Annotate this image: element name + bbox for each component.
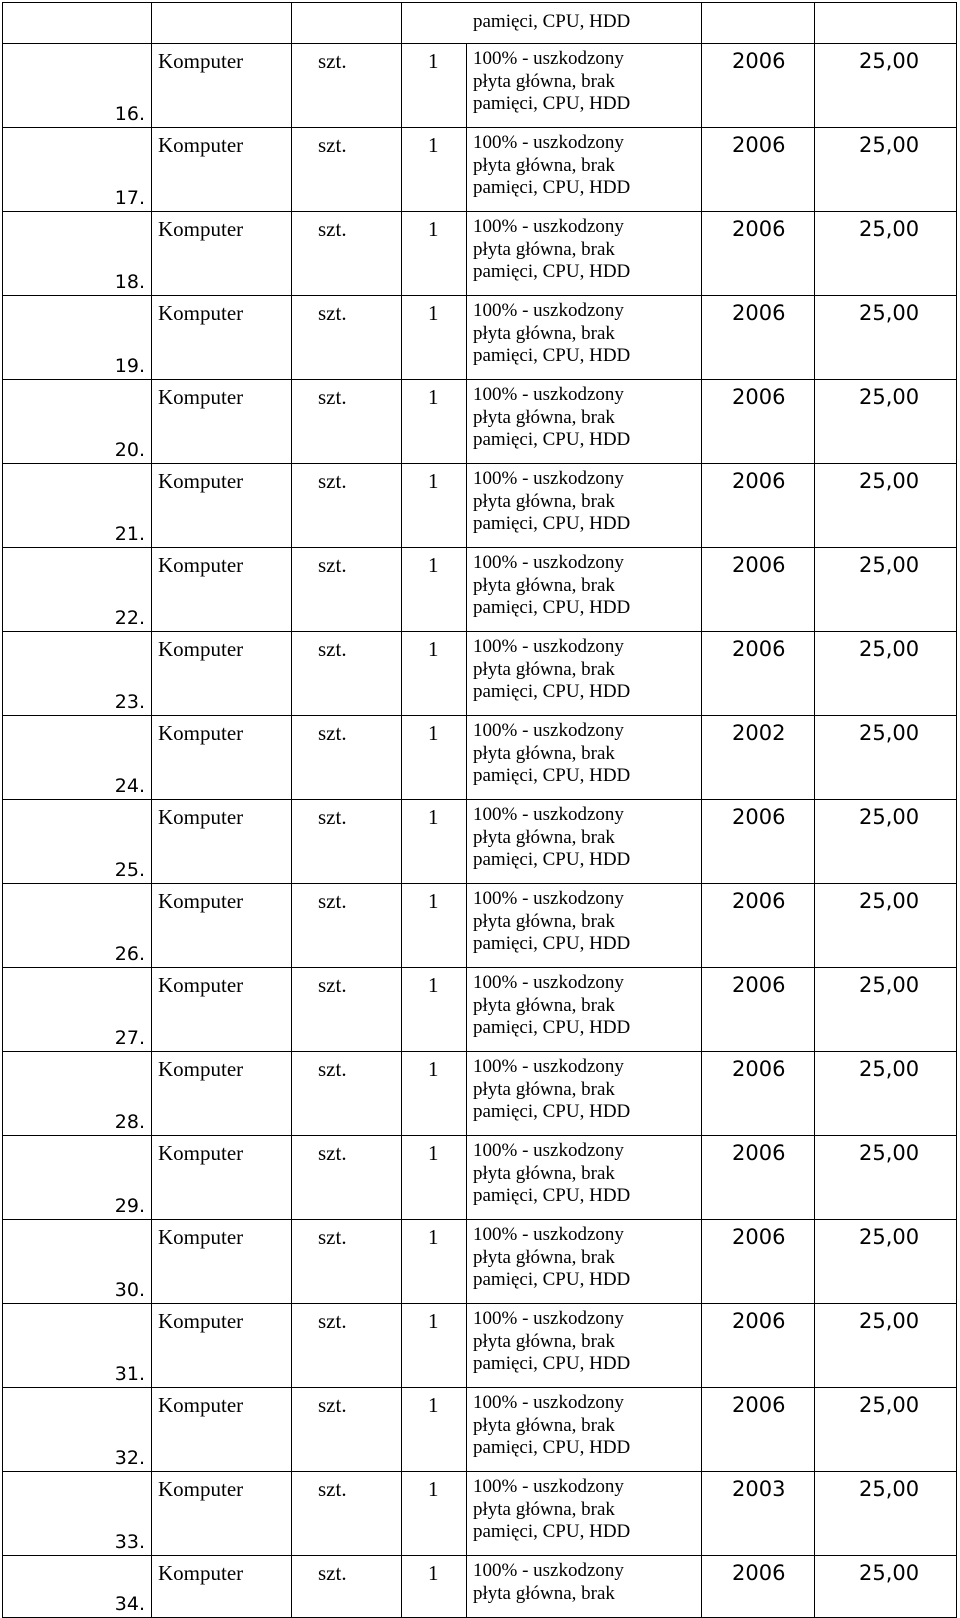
year-cell: 2006 (702, 548, 815, 632)
description-cell (467, 296, 702, 380)
table-row (3, 632, 957, 716)
unit-cell: szt. (292, 1388, 402, 1472)
description-line: płyta główna, brak (473, 1078, 615, 1100)
description-line: płyta główna, brak (473, 826, 615, 848)
year-cell: 2006 (702, 296, 815, 380)
description-line: płyta główna, brak (473, 70, 615, 92)
description-cell (467, 44, 702, 128)
qty-cell: 1 (402, 380, 467, 464)
qty-cell: 1 (402, 548, 467, 632)
description-line: pamięci, CPU, HDD (473, 93, 631, 115)
description-line: pamięci, CPU, HDD (473, 345, 631, 367)
inventory-table-body (3, 3, 957, 1618)
qty-cell: 1 (402, 968, 467, 1052)
description-line: pamięci, CPU, HDD (473, 597, 631, 619)
table-row (3, 296, 957, 380)
unit-cell: szt. (292, 884, 402, 968)
year-cell (702, 3, 815, 44)
name-cell (152, 3, 292, 44)
description-line: pamięci, CPU, HDD (473, 429, 631, 451)
unit-cell: szt. (292, 212, 402, 296)
name-cell: Komputer (152, 884, 292, 968)
unit-cell (292, 3, 402, 44)
description-cell (402, 3, 702, 44)
qty-cell: 1 (402, 1472, 467, 1556)
unit-cell: szt. (292, 1136, 402, 1220)
lp-cell: 33. (3, 1472, 152, 1556)
description-line: pamięci, CPU, HDD (473, 849, 631, 871)
description-line: 100% - uszkodzony (473, 216, 624, 237)
description-line: 100% - uszkodzony (473, 384, 624, 405)
table-row (3, 884, 957, 968)
description-line: 100% - uszkodzony (473, 888, 624, 909)
qty-cell: 1 (402, 212, 467, 296)
unit-cell: szt. (292, 1052, 402, 1136)
value-cell: 25,00 (815, 1304, 957, 1388)
name-cell: Komputer (152, 1388, 292, 1472)
description-cell (467, 632, 702, 716)
description-line: pamięci, CPU, HDD (473, 1269, 631, 1291)
name-cell: Komputer (152, 1220, 292, 1304)
lp-cell: 29. (3, 1136, 152, 1220)
description-line: pamięci, CPU, HDD (473, 933, 631, 955)
name-cell: Komputer (152, 632, 292, 716)
qty-cell: 1 (402, 1220, 467, 1304)
name-cell: Komputer (152, 1136, 292, 1220)
description-line: pamięci, CPU, HDD (473, 1017, 631, 1039)
value-cell: 25,00 (815, 716, 957, 800)
name-cell: Komputer (152, 464, 292, 548)
lp-cell: 27. (3, 968, 152, 1052)
value-cell: 25,00 (815, 1388, 957, 1472)
name-cell: Komputer (152, 1556, 292, 1618)
description-line: płyta główna, brak (473, 1498, 615, 1520)
description-line: płyta główna, brak (473, 406, 615, 428)
name-cell: Komputer (152, 716, 292, 800)
name-cell: Komputer (152, 968, 292, 1052)
inventory-table (2, 2, 957, 1618)
lp-cell: 30. (3, 1220, 152, 1304)
table-row (3, 800, 957, 884)
value-cell: 25,00 (815, 380, 957, 464)
lp-cell: 16. (3, 44, 152, 128)
lp-cell: 23. (3, 632, 152, 716)
lp-cell: 34. (3, 1556, 152, 1618)
name-cell: Komputer (152, 1472, 292, 1556)
value-cell: 25,00 (815, 1052, 957, 1136)
description-cell (467, 1220, 702, 1304)
year-cell: 2006 (702, 44, 815, 128)
description-line: pamięci, CPU, HDD (473, 1101, 631, 1123)
value-cell: 25,00 (815, 1472, 957, 1556)
value-cell (815, 3, 957, 44)
description-line: płyta główna, brak (473, 1162, 615, 1184)
description-line: płyta główna, brak (473, 658, 615, 680)
description-cell (467, 1388, 702, 1472)
value-cell: 25,00 (815, 1556, 957, 1618)
qty-cell: 1 (402, 1556, 467, 1618)
table-row (3, 44, 957, 128)
qty-cell: 1 (402, 1136, 467, 1220)
year-cell: 2003 (702, 1472, 815, 1556)
lp-cell: 32. (3, 1388, 152, 1472)
table-row (3, 212, 957, 296)
name-cell: Komputer (152, 800, 292, 884)
qty-cell: 1 (402, 884, 467, 968)
description-cell (467, 464, 702, 548)
qty-cell: 1 (402, 800, 467, 884)
description-line: płyta główna, brak (473, 322, 615, 344)
unit-cell: szt. (292, 968, 402, 1052)
description-line: pamięci, CPU, HDD (473, 1353, 631, 1375)
table-row (3, 548, 957, 632)
description-line: pamięci, CPU, HDD (473, 513, 631, 535)
description-cell (467, 548, 702, 632)
year-cell: 2006 (702, 1136, 815, 1220)
description-cell (467, 1136, 702, 1220)
name-cell: Komputer (152, 1304, 292, 1388)
qty-cell: 1 (402, 464, 467, 548)
description-line: 100% - uszkodzony (473, 720, 624, 741)
name-cell: Komputer (152, 548, 292, 632)
name-cell: Komputer (152, 1052, 292, 1136)
table-row (3, 1136, 957, 1220)
unit-cell: szt. (292, 44, 402, 128)
value-cell: 25,00 (815, 1136, 957, 1220)
name-cell: Komputer (152, 128, 292, 212)
table-row (3, 716, 957, 800)
description-line: płyta główna, brak (473, 1414, 615, 1436)
description-line: 100% - uszkodzony (473, 972, 624, 993)
name-cell: Komputer (152, 212, 292, 296)
table-row (3, 1304, 957, 1388)
table-row (3, 1472, 957, 1556)
lp-cell: 22. (3, 548, 152, 632)
description-cell (467, 1052, 702, 1136)
description-line: 100% - uszkodzony (473, 1476, 624, 1497)
year-cell: 2006 (702, 212, 815, 296)
description-line: 100% - uszkodzony (473, 1392, 624, 1413)
value-cell: 25,00 (815, 968, 957, 1052)
description-line: pamięci, CPU, HDD (473, 177, 631, 199)
description-line: 100% - uszkodzony (473, 636, 624, 657)
name-cell: Komputer (152, 296, 292, 380)
description-line: 100% - uszkodzony (473, 804, 624, 825)
qty-cell: 1 (402, 716, 467, 800)
lp-cell: 26. (3, 884, 152, 968)
description-cell (467, 128, 702, 212)
unit-cell: szt. (292, 296, 402, 380)
unit-cell: szt. (292, 128, 402, 212)
description-line: płyta główna, brak (473, 238, 615, 260)
table-row (3, 1388, 957, 1472)
description-cell (467, 968, 702, 1052)
description-line: 100% - uszkodzony (473, 48, 624, 69)
lp-cell: 25. (3, 800, 152, 884)
year-cell: 2006 (702, 1556, 815, 1618)
qty-cell: 1 (402, 1052, 467, 1136)
value-cell: 25,00 (815, 1220, 957, 1304)
year-cell: 2006 (702, 1304, 815, 1388)
description-line: 100% - uszkodzony (473, 468, 624, 489)
lp-cell: 19. (3, 296, 152, 380)
qty-cell: 1 (402, 296, 467, 380)
name-cell: Komputer (152, 380, 292, 464)
lp-cell: 28. (3, 1052, 152, 1136)
value-cell: 25,00 (815, 884, 957, 968)
table-row (3, 1052, 957, 1136)
qty-cell: 1 (402, 1388, 467, 1472)
lp-cell: 20. (3, 380, 152, 464)
year-cell: 2006 (702, 884, 815, 968)
unit-cell: szt. (292, 464, 402, 548)
qty-cell: 1 (402, 632, 467, 716)
description-line: płyta główna, brak (473, 1582, 615, 1604)
qty-cell: 1 (402, 44, 467, 128)
year-cell: 2006 (702, 380, 815, 464)
unit-cell: szt. (292, 632, 402, 716)
description-line: pamięci, CPU, HDD (473, 11, 631, 32)
year-cell: 2006 (702, 800, 815, 884)
description-cell (467, 884, 702, 968)
value-cell: 25,00 (815, 128, 957, 212)
description-line: pamięci, CPU, HDD (473, 681, 631, 703)
value-cell: 25,00 (815, 44, 957, 128)
unit-cell: szt. (292, 548, 402, 632)
year-cell: 2006 (702, 1052, 815, 1136)
description-line: 100% - uszkodzony (473, 132, 624, 153)
unit-cell: szt. (292, 1556, 402, 1618)
description-line: płyta główna, brak (473, 574, 615, 596)
unit-cell: szt. (292, 1472, 402, 1556)
table-row (3, 128, 957, 212)
description-line: 100% - uszkodzony (473, 1140, 624, 1161)
lp-cell (3, 3, 152, 44)
description-cell (467, 1304, 702, 1388)
description-cell (467, 716, 702, 800)
description-line: płyta główna, brak (473, 910, 615, 932)
description-cell (467, 380, 702, 464)
description-line: pamięci, CPU, HDD (473, 765, 631, 787)
value-cell: 25,00 (815, 548, 957, 632)
description-line: płyta główna, brak (473, 154, 615, 176)
value-cell: 25,00 (815, 464, 957, 548)
year-cell: 2002 (702, 716, 815, 800)
description-line: 100% - uszkodzony (473, 1224, 624, 1245)
unit-cell: szt. (292, 1304, 402, 1388)
table-row-continued (3, 3, 957, 44)
unit-cell: szt. (292, 1220, 402, 1304)
value-cell: 25,00 (815, 632, 957, 716)
description-line: płyta główna, brak (473, 1246, 615, 1268)
description-cell (467, 1472, 702, 1556)
description-line: pamięci, CPU, HDD (473, 261, 631, 283)
year-cell: 2006 (702, 1220, 815, 1304)
description-line: 100% - uszkodzony (473, 1560, 624, 1581)
description-line: pamięci, CPU, HDD (473, 1185, 631, 1207)
year-cell: 2006 (702, 968, 815, 1052)
description-line: 100% - uszkodzony (473, 552, 624, 573)
qty-cell: 1 (402, 1304, 467, 1388)
description-line: 100% - uszkodzony (473, 300, 624, 321)
description-line: płyta główna, brak (473, 1330, 615, 1352)
description-line: płyta główna, brak (473, 994, 615, 1016)
value-cell: 25,00 (815, 800, 957, 884)
table-row (3, 968, 957, 1052)
year-cell: 2006 (702, 464, 815, 548)
lp-cell: 21. (3, 464, 152, 548)
value-cell: 25,00 (815, 296, 957, 380)
unit-cell: szt. (292, 800, 402, 884)
lp-cell: 24. (3, 716, 152, 800)
description-line: płyta główna, brak (473, 490, 615, 512)
unit-cell: szt. (292, 716, 402, 800)
description-cell (467, 800, 702, 884)
description-line: 100% - uszkodzony (473, 1308, 624, 1329)
year-cell: 2006 (702, 632, 815, 716)
table-row (3, 464, 957, 548)
year-cell: 2006 (702, 1388, 815, 1472)
qty-cell: 1 (402, 128, 467, 212)
description-cell (467, 212, 702, 296)
lp-cell: 18. (3, 212, 152, 296)
table-row (3, 1220, 957, 1304)
table-row (3, 1556, 957, 1618)
name-cell: Komputer (152, 44, 292, 128)
lp-cell: 17. (3, 128, 152, 212)
description-cell (467, 1556, 702, 1618)
value-cell: 25,00 (815, 212, 957, 296)
lp-cell: 31. (3, 1304, 152, 1388)
description-line: pamięci, CPU, HDD (473, 1437, 631, 1459)
year-cell: 2006 (702, 128, 815, 212)
description-line: pamięci, CPU, HDD (473, 1521, 631, 1543)
table-row (3, 380, 957, 464)
unit-cell: szt. (292, 380, 402, 464)
description-line: 100% - uszkodzony (473, 1056, 624, 1077)
description-line: płyta główna, brak (473, 742, 615, 764)
